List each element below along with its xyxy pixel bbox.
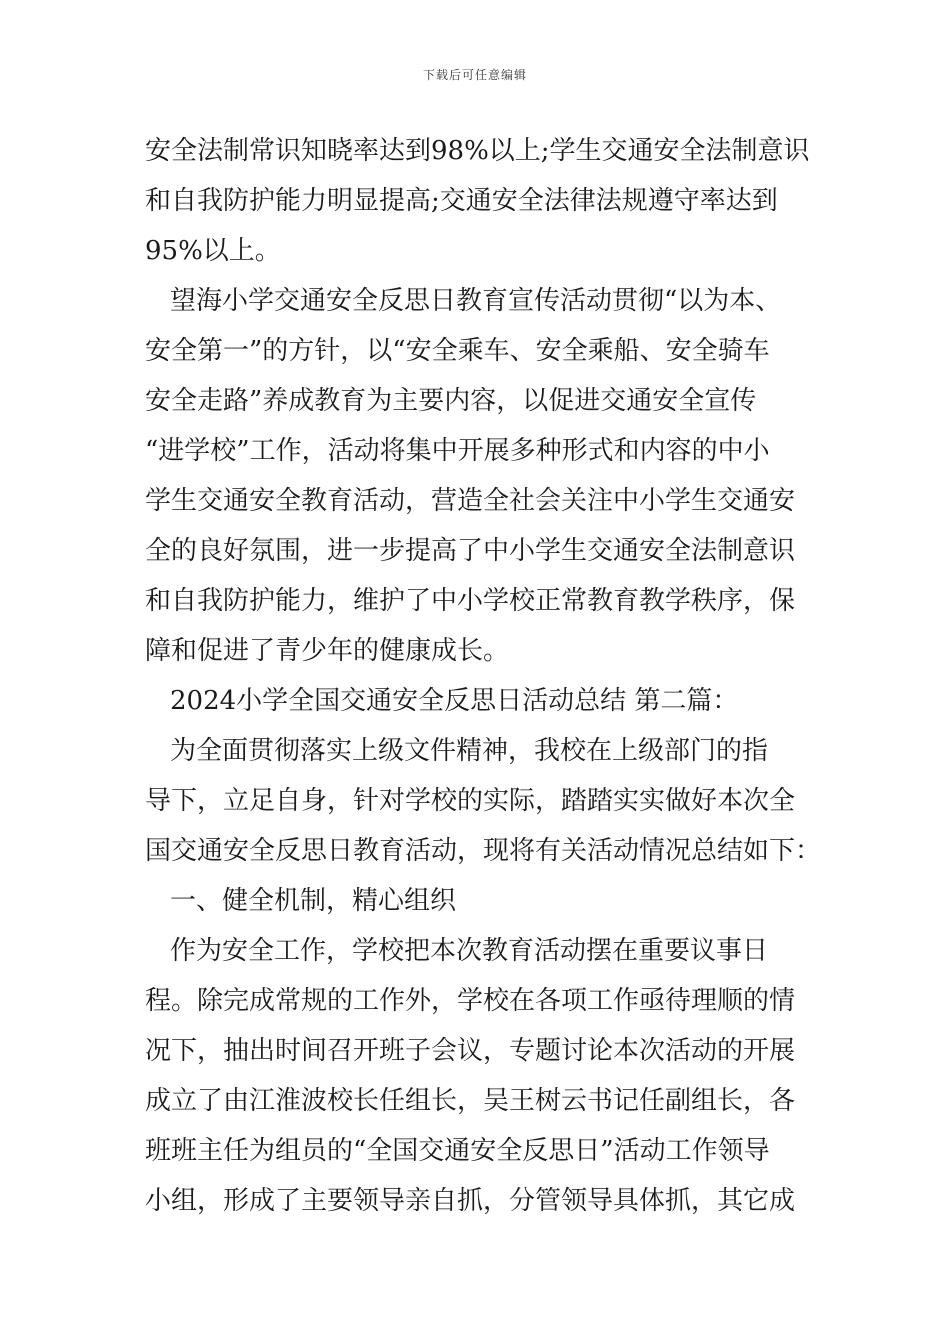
text-line: 95%以上。 [145, 236, 281, 266]
section-heading: 2024小学全国交通安全反思日活动总结 第二篇： [170, 686, 739, 716]
text-line: 成立了由江淮波校长任组长，吴王树云书记任副组长，各 [145, 1086, 796, 1116]
text-line: 国交通安全反思日教育活动，现将有关活动情况总结如下： [145, 836, 822, 866]
text-line: 作为安全工作，学校把本次教育活动摆在重要议事日 [170, 936, 769, 966]
text-line: “进学校”工作，活动将集中开展多种形式和内容的中小 [145, 436, 770, 466]
text-line: 望海小学交通安全反思日教育宣传活动贯彻“以为本、 [170, 286, 782, 316]
text-line: 安全法制常识知晓率达到98%以上;学生交通安全法制意识 [145, 136, 810, 166]
subsection-heading: 一、健全机制，精心组织 [170, 886, 457, 916]
text-line: 班班主任为组员的“全国交通安全反思日”活动工作领导 [145, 1136, 770, 1166]
text-line: 安全第一”的方针，以“安全乘车、安全乘船、安全骑车 [145, 336, 770, 366]
text-line: 安全走路”养成教育为主要内容，以促进交通安全宣传 [145, 386, 757, 416]
text-line: 为全面贯彻落实上级文件精神，我校在上级部门的指 [170, 736, 769, 766]
text-line: 和自我防护能力明显提高;交通安全法律法规遵守率达到 [145, 186, 778, 216]
text-line: 况下，抽出时间召开班子会议，专题讨论本次活动的开展 [145, 1036, 796, 1066]
page-header: 下载后可任意编辑 [422, 68, 527, 82]
text-line: 学生交通安全教育活动，营造全社会关注中小学生交通安 [145, 486, 796, 516]
text-line: 障和促进了青少年的健康成长。 [145, 636, 510, 666]
text-line: 程。除完成常规的工作外，学校在各项工作亟待理顺的情 [145, 986, 796, 1016]
text-line: 导下，立足自身，针对学校的实际，踏踏实实做好本次全 [145, 786, 796, 816]
text-line: 和自我防护能力，维护了中小学校正常教育教学秩序，保 [145, 586, 796, 616]
text-line: 小组，形成了主要领导亲自抓，分管领导具体抓，其它成 [145, 1186, 796, 1216]
text-line: 全的良好氛围，进一步提高了中小学生交通安全法制意识 [145, 536, 796, 566]
